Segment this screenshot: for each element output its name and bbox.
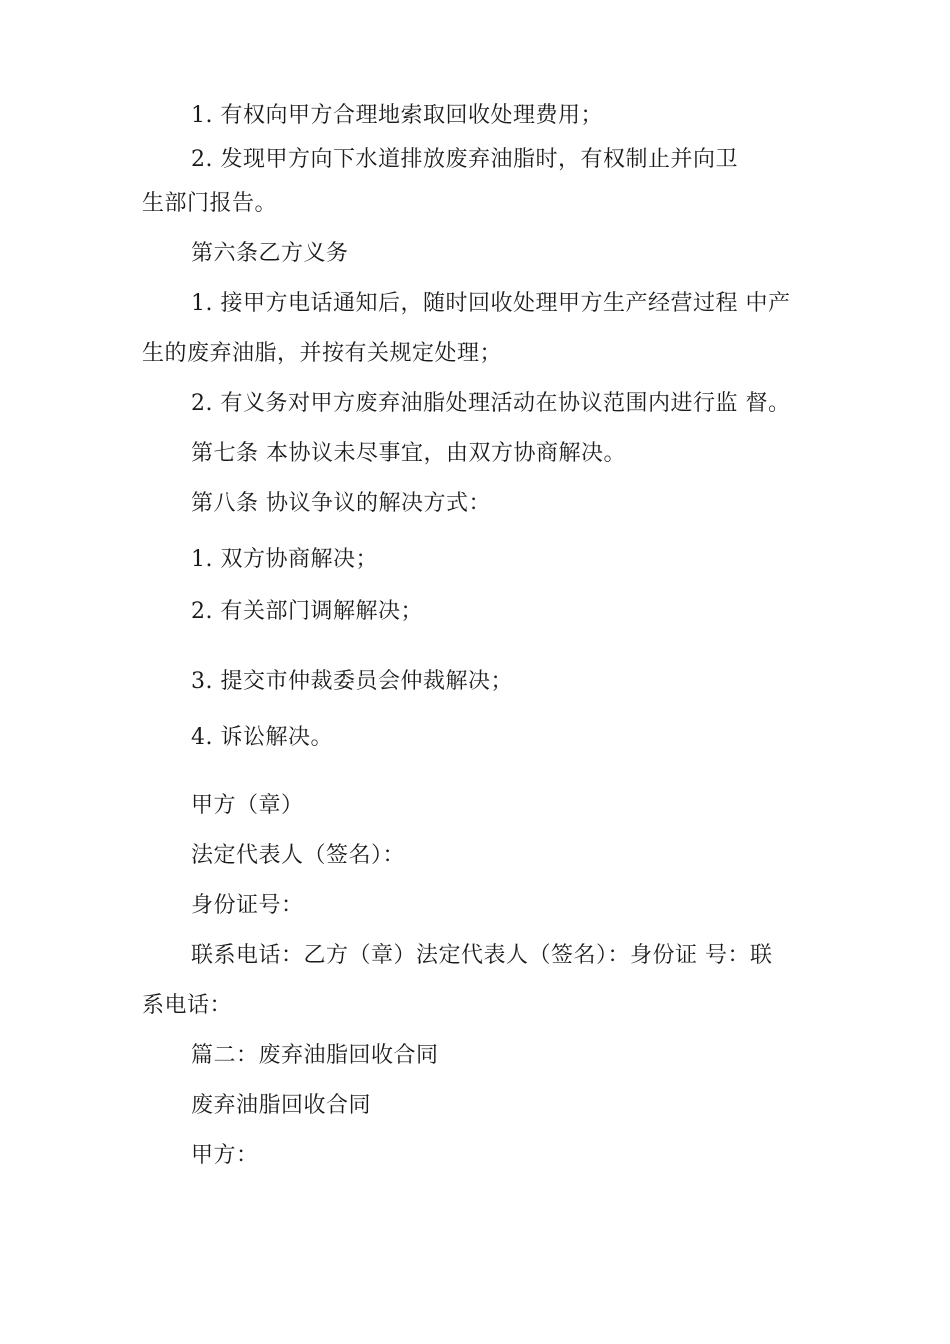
dispute-item-2: 2. 有关部门调解解决；	[191, 599, 423, 624]
legal-representative: 法定代表人（签名）：	[191, 843, 406, 868]
duty-item-1: 1. 接甲方电话通知后，随时回收处理甲方生产经营过程 中产	[191, 291, 791, 316]
article-7: 第七条 本协议未尽事宜，由双方协商解决。	[191, 441, 626, 466]
party-a-label: 甲方：	[191, 1143, 259, 1168]
section-2-title: 篇二：废弃油脂回收合同	[191, 1043, 439, 1068]
contract-title: 废弃油脂回收合同	[191, 1093, 372, 1118]
article-8-heading: 第八条 协议争议的解决方式：	[191, 491, 491, 516]
contact-and-party-b: 联系电话：乙方（章）法定代表人（签名）：身份证 号：联	[191, 943, 773, 968]
party-a-seal: 甲方（章）	[191, 793, 304, 818]
contact-and-party-b-cont: 系电话：	[142, 993, 233, 1018]
duty-item-1-cont: 生的废弃油脂，并按有关规定处理；	[142, 341, 503, 366]
dispute-item-3: 3. 提交市仲裁委员会仲裁解决；	[191, 669, 513, 694]
dispute-item-4: 4. 诉讼解决。	[191, 725, 333, 750]
duty-item-2: 2. 有义务对甲方废弃油脂处理活动在协议范围内进行监 督。	[191, 391, 791, 416]
obligation-item-2: 2. 发现甲方向下水道排放废弃油脂时，有权制止并向卫	[191, 147, 738, 172]
dispute-item-1: 1. 双方协商解决；	[191, 547, 378, 572]
article-6-heading: 第六条乙方义务	[191, 241, 349, 266]
obligation-item-2-cont: 生部门报告。	[142, 191, 278, 216]
id-number: 身份证号：	[191, 893, 304, 918]
obligation-item-1: 1. 有权向甲方合理地索取回收处理费用；	[191, 103, 603, 128]
